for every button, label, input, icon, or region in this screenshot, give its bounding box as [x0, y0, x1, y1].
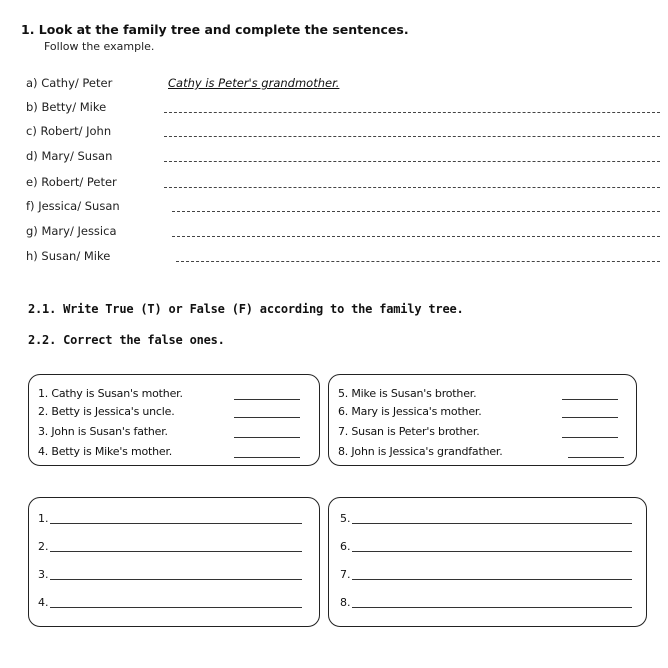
correction-4-line[interactable]: [50, 607, 302, 608]
statement-3: 3. John is Susan's father.: [38, 425, 168, 438]
item-e-label: e) Robert/ Peter: [26, 175, 117, 189]
statement-4: 4. Betty is Mike's mother.: [38, 445, 173, 458]
item-h-label: h) Susan/ Mike: [26, 249, 111, 263]
correction-2-line[interactable]: [50, 551, 302, 552]
statement-1: 1. Cathy is Susan's mother.: [38, 387, 183, 400]
item-b-label: b) Betty/ Mike: [26, 100, 107, 114]
item-g-label: g) Mary/ Jessica: [26, 224, 117, 238]
item-g-answer-line[interactable]: [172, 236, 660, 237]
item-d-label: d) Mary/ Susan: [26, 149, 113, 163]
correction-5-number: 5.: [340, 512, 351, 525]
statement-7-answer-line[interactable]: [562, 437, 618, 438]
item-c-label: c) Robert/ John: [26, 124, 112, 138]
exercise-1-heading: 1. Look at the family tree and complete the sentences.: [21, 22, 409, 37]
correction-3-line[interactable]: [50, 579, 302, 580]
statement-7: 7. Susan is Peter's brother.: [338, 425, 480, 438]
correction-3-number: 3.: [38, 568, 49, 581]
item-b-answer-line[interactable]: [164, 112, 660, 113]
item-d-answer-line[interactable]: [164, 161, 660, 162]
item-c-answer-line[interactable]: [164, 136, 660, 137]
statement-6-answer-line[interactable]: [562, 417, 618, 418]
item-h-answer-line[interactable]: [176, 261, 660, 262]
statement-4-answer-line[interactable]: [234, 457, 300, 458]
statement-3-answer-line[interactable]: [234, 437, 300, 438]
correction-5-line[interactable]: [352, 523, 632, 524]
correction-2-number: 2.: [38, 540, 49, 553]
exercise-2-2-title: 2.2. Correct the false ones.: [28, 333, 225, 347]
item-f-answer-line[interactable]: [172, 211, 660, 212]
statement-8-answer-line[interactable]: [568, 457, 624, 458]
item-a-example-answer: Cathy is Peter's grandmother.: [168, 76, 340, 90]
correction-7-number: 7.: [340, 568, 351, 581]
statement-5-answer-line[interactable]: [562, 399, 618, 400]
exercise-2-1-title: 2.1. Write True (T) or False (F) according to the family tree.: [28, 302, 464, 316]
item-e-answer-line[interactable]: [164, 187, 660, 188]
statement-8: 8. John is Jessica's grandfather.: [338, 445, 503, 458]
correction-1-line[interactable]: [50, 523, 302, 524]
statement-2-answer-line[interactable]: [234, 417, 300, 418]
statement-2: 2. Betty is Jessica's uncle.: [38, 405, 175, 418]
correction-6-number: 6.: [340, 540, 351, 553]
correction-7-line[interactable]: [352, 579, 632, 580]
item-a-label: a) Cathy/ Peter: [26, 76, 113, 90]
correction-1-number: 1.: [38, 512, 49, 525]
statement-6: 6. Mary is Jessica's mother.: [338, 405, 482, 418]
correction-8-number: 8.: [340, 596, 351, 609]
item-f-label: f) Jessica/ Susan: [26, 199, 120, 213]
correction-6-line[interactable]: [352, 551, 632, 552]
correction-8-line[interactable]: [352, 607, 632, 608]
statement-5: 5. Mike is Susan's brother.: [338, 387, 477, 400]
statement-1-answer-line[interactable]: [234, 399, 300, 400]
exercise-1-instruction: Follow the example.: [44, 40, 155, 53]
correction-4-number: 4.: [38, 596, 49, 609]
